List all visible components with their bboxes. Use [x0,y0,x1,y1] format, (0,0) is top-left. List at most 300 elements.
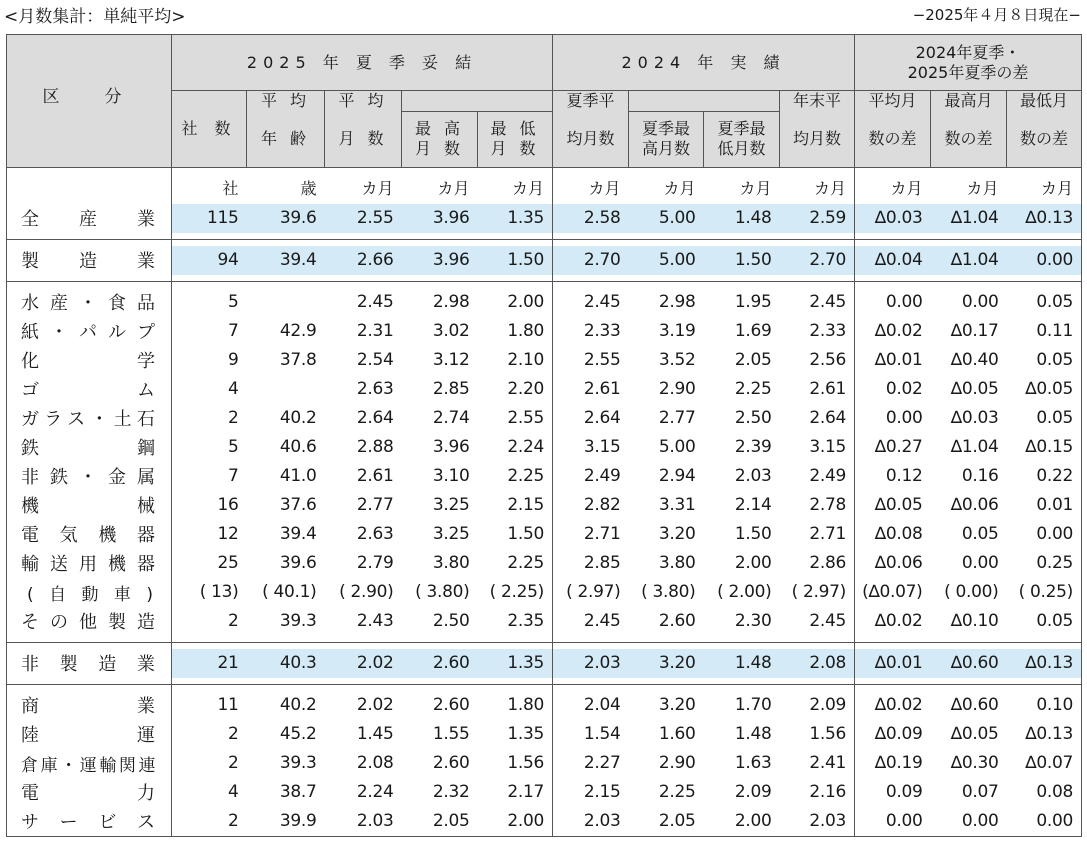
data-cell: 2.45 [583,292,621,312]
cell-companies: 2 [172,807,247,837]
data-cell: 2.03 [553,807,629,837]
data-cell: 1.80 [478,691,553,720]
data-cell: 1.50 [734,524,772,544]
row-label: 機 械 [7,491,172,520]
data-cell: ∆0.01 [874,350,923,370]
data-cell: 2.49 [583,466,621,486]
data-cell: 0.00 [855,807,931,837]
data-cell: 0.11 [1007,317,1082,346]
data-cell: 2.16 [780,778,855,807]
data-cell: 2.60 [432,753,470,773]
data-cell: 2.03 [553,649,629,678]
data-cell: 3.96 [432,437,470,457]
data-cell: 2.05 [734,350,772,370]
data-cell: 3.96 [402,246,478,275]
data-cell: 1.95 [734,292,772,312]
row-label: 化 学 [7,346,172,375]
data-table [6,34,1082,837]
header-diff-min-1: 最低月 [1007,91,1082,112]
data-cell: 2.50 [734,408,772,428]
unit-cell: カ月 [629,167,704,204]
header-max-1: 最 高 [414,119,465,138]
data-cell: 2.58 [553,204,629,233]
row-label: 非鉄・金属 [7,462,172,491]
row-label: 輸送用機器 [7,549,172,578]
header-y24-summer-avg-2: 均月数 [553,111,629,167]
data-cell: 2.00 [478,288,553,317]
data-cell: 2.00 [704,807,780,837]
header-y24-summer-avg-1: 夏季平 [553,91,629,112]
data-cell: 3.15 [780,433,855,462]
data-cell: ∆0.07 [1007,749,1082,778]
data-cell: 2.98 [658,292,696,312]
row-label: 電 力 [7,778,172,807]
row-label: その他製造 [7,607,172,636]
data-cell: ( 40.1) [262,582,317,602]
data-cell: 3.25 [432,524,470,544]
data-cell: 2.77 [658,408,696,428]
data-cell: 3.80 [432,553,470,573]
data-cell: 2.55 [583,350,621,370]
data-cell: 39.9 [247,807,325,837]
data-cell: 2.50 [432,611,470,631]
data-cell: 3.15 [583,437,621,457]
data-cell: ( 2.90) [339,582,394,602]
data-cell: ∆0.05 [1007,375,1082,404]
data-cell: 2.33 [583,321,621,341]
data-cell: 40.2 [279,695,317,715]
header-y24-winter-avg-1: 年末平 [780,91,855,112]
row-label: ゴ ム [7,375,172,404]
cell-companies: 25 [217,553,239,573]
data-cell: 2.41 [780,749,855,778]
data-cell: 2.86 [780,549,855,578]
data-cell: ∆0.40 [950,350,999,370]
data-cell: 1.54 [583,724,621,744]
data-cell: 2.88 [356,437,394,457]
data-cell: 39.3 [279,611,317,631]
data-cell: ∆0.19 [874,753,923,773]
data-cell: ( 2.97) [566,582,621,602]
data-cell: 2.85 [583,553,621,573]
unit-cell: カ月 [1007,167,1082,204]
data-cell: ∆0.30 [950,753,999,773]
row-mfg-detail [7,549,1082,578]
row-mfg-detail [7,578,1082,607]
data-cell: 0.00 [1007,520,1082,549]
header-diff-line1: 2024年夏季・ [915,42,1021,62]
data-cell: 2.27 [583,753,621,773]
data-cell: 1.48 [704,204,780,233]
data-cell: 40.3 [247,649,325,678]
data-cell: 2.66 [325,246,402,275]
data-cell: ∆0.60 [931,649,1007,678]
cell-companies: 12 [217,524,239,544]
header-y24-summer-max-1: 夏季最 [641,119,690,138]
header-spacer-2024 [629,91,780,112]
cell-companies: 2 [227,408,239,428]
data-cell: 3.10 [432,466,470,486]
data-cell: ∆0.01 [855,649,931,678]
header-min [478,111,553,167]
data-cell: ( 2.25) [478,578,553,607]
row-mfg-detail [7,346,1082,375]
cell-companies: 2 [227,724,239,744]
unit-cell: カ月 [402,167,478,204]
data-cell: 2.24 [478,433,553,462]
data-cell: 3.80 [658,553,696,573]
data-cell: 1.35 [478,204,553,233]
unit-cell: カ月 [931,167,1007,204]
header-max-2: 月 数 [414,139,465,158]
header-avg-months-2: 月 数 [325,111,402,167]
data-cell: 1.55 [432,724,470,744]
data-cell: 1.56 [780,720,855,749]
data-cell: 2.30 [734,611,772,631]
header-diff-max-2: 数の差 [931,111,1007,167]
header-diff-max-1: 最高月 [931,91,1007,112]
row-nonmfg-detail [7,778,1082,807]
data-cell: 0.05 [1007,346,1082,375]
cell-companies: 21 [172,649,247,678]
table-header [7,35,1082,168]
data-cell: 2.05 [402,807,478,837]
data-cell: 1.80 [478,317,553,346]
row-label: 陸 運 [7,720,172,749]
data-cell: ( 2.97) [780,578,855,607]
header-diff-avg-1: 平均月 [855,91,931,112]
data-cell: 2.64 [356,408,394,428]
data-cell: ∆1.04 [950,437,999,457]
header-y24-winter-avg-2: 均月数 [780,111,855,167]
data-cell: 39.3 [279,753,317,773]
cell-companies: 11 [217,695,239,715]
data-cell: 2.94 [658,466,696,486]
header-avg-age-2: 年 齢 [247,111,325,167]
unit-cell: カ月 [325,167,402,204]
data-cell: 2.55 [325,204,402,233]
data-cell: 0.00 [1007,246,1082,275]
row-label: ガラス・土石 [7,404,172,433]
data-cell: 2.25 [478,549,553,578]
data-cell: 37.8 [279,350,317,370]
data-cell: 2.35 [478,607,553,636]
data-cell: 2.32 [432,782,470,802]
cell-companies: 7 [227,321,239,341]
data-cell: 1.50 [478,520,553,549]
data-cell: 2.14 [734,495,772,515]
data-cell: ∆0.03 [855,204,931,233]
header-avg-months-1: 平 均 [325,91,402,112]
header-diff-min-2: 数の差 [1007,111,1082,167]
header-category: 区 分 [7,35,172,168]
data-cell: 2.74 [432,408,470,428]
data-cell: ∆0.03 [950,408,999,428]
cell-companies: 7 [227,466,239,486]
data-cell: 0.00 [931,807,1007,837]
data-cell: 39.4 [247,246,325,275]
data-cell: ∆0.17 [950,321,999,341]
data-cell: 2.17 [478,778,553,807]
row-all-industries [7,204,1082,233]
row-label: (自動車) [7,578,172,607]
unit-cell: カ月 [780,167,855,204]
header-min-2: 月 数 [490,139,540,158]
data-cell: 1.50 [478,246,553,275]
data-cell: 2.64 [583,408,621,428]
header-companies: 社 数 [172,91,247,168]
data-cell: 0.02 [885,379,923,399]
data-cell: (∆0.07) [862,582,923,602]
header-diff-avg-2: 数の差 [855,111,931,167]
row-label: 倉庫・運輸関連 [7,749,172,778]
data-cell: 2.77 [356,495,394,515]
header-y24-summer-max-2: 高月数 [641,139,690,158]
data-cell: 37.6 [279,495,317,515]
unit-cell: 社 [172,167,247,204]
data-cell: ∆0.15 [1007,433,1082,462]
data-cell: 5.00 [629,204,704,233]
data-cell: 2.98 [432,292,470,312]
cell-companies: 9 [227,350,239,370]
data-cell: 2.31 [356,321,394,341]
header-min-1: 最 低 [490,119,540,138]
data-cell: 2.15 [478,491,553,520]
data-cell: 2.78 [780,491,855,520]
data-cell: 0.09 [885,782,923,802]
data-cell: 2.70 [553,246,629,275]
data-cell: 0.25 [1007,549,1082,578]
header-y24-summer-min [704,111,780,167]
data-cell: 3.02 [432,321,470,341]
data-cell: 2.56 [780,346,855,375]
data-cell: 2.00 [734,553,772,573]
cell-companies: 94 [172,246,247,275]
data-cell: 2.54 [356,350,394,370]
data-cell: 2.90 [658,753,696,773]
row-label: 紙・パルプ [7,317,172,346]
header-y24-summer-min-2: 低月数 [717,139,766,158]
data-cell: ∆1.04 [931,246,1007,275]
data-cell: 2.59 [780,204,855,233]
data-cell: 1.69 [734,321,772,341]
data-cell: 38.7 [279,782,317,802]
data-cell: ∆1.04 [931,204,1007,233]
cell-companies: 4 [227,782,239,802]
row-label: 電気機器 [7,520,172,549]
cell-companies: 2 [227,611,239,631]
row-mfg-detail [7,404,1082,433]
header-max [402,111,478,167]
data-cell: 39.4 [279,524,317,544]
data-cell: 2.03 [780,807,855,837]
data-cell: ∆0.02 [874,321,923,341]
data-cell: 5.00 [658,437,696,457]
data-cell: ∆0.60 [950,695,999,715]
row-label: 製 造 業 [7,246,172,275]
data-cell: 2.45 [583,611,621,631]
data-cell: 1.60 [658,724,696,744]
data-cell: 39.6 [279,553,317,573]
data-cell: 2.60 [658,611,696,631]
data-cell: 2.25 [734,379,772,399]
data-cell: ∆0.13 [1007,649,1082,678]
unit-cell: カ月 [553,167,629,204]
data-cell: ∆0.04 [855,246,931,275]
data-cell: 1.70 [734,695,772,715]
data-cell: 3.96 [402,204,478,233]
data-cell: 3.52 [658,350,696,370]
data-cell: 0.08 [1007,778,1082,807]
row-mfg-detail [7,375,1082,404]
data-cell: 0.00 [885,408,923,428]
row-nonmfg-detail [7,807,1082,837]
row-label: 全 産 業 [7,204,172,233]
data-cell: 2.60 [402,649,478,678]
row-nonmfg-detail [7,749,1082,778]
row-mfg-detail [7,607,1082,636]
data-cell: 41.0 [279,466,317,486]
data-cell: 2.43 [356,611,394,631]
header-spacer [402,91,553,112]
data-cell: 2.04 [583,695,621,715]
row-mfg-detail [7,433,1082,462]
data-cell: ( 0.25) [1007,578,1082,607]
header-group-2025: 2025 年 夏 季 妥 結 [172,35,553,91]
data-cell: ∆0.13 [1007,204,1082,233]
data-cell: ∆0.08 [874,524,923,544]
data-cell: ∆0.05 [950,724,999,744]
data-cell: ∆0.02 [874,611,923,631]
data-cell: 3.20 [629,649,704,678]
data-cell: 0.00 [961,292,999,312]
data-cell: 2.02 [356,695,394,715]
data-cell: 2.45 [780,607,855,636]
unit-cell: カ月 [478,167,553,204]
data-cell: 0.01 [1007,491,1082,520]
data-cell: 0.05 [961,524,999,544]
data-cell: 2.02 [325,649,402,678]
data-cell: 3.19 [658,321,696,341]
data-cell: 3.25 [432,495,470,515]
unit-label-cell [7,167,172,204]
data-cell: 2.45 [780,288,855,317]
data-cell: 0.00 [961,553,999,573]
data-cell: 2.05 [629,807,704,837]
row-mfg-detail [7,491,1082,520]
data-cell: ∆0.10 [950,611,999,631]
data-cell: 2.71 [780,520,855,549]
data-cell: 2.64 [780,404,855,433]
data-cell: 3.20 [658,524,696,544]
data-cell: 1.48 [734,724,772,744]
data-cell: 2.60 [432,695,470,715]
data-cell: 2.08 [356,753,394,773]
data-cell: 2.08 [780,649,855,678]
row-label: サービス [7,807,172,837]
data-cell: 2.61 [583,379,621,399]
row-nonmfg-detail [7,691,1082,720]
data-cell: 0.05 [1007,404,1082,433]
data-cell: 3.31 [658,495,696,515]
cell-companies: 115 [172,204,247,233]
data-cell: 2.03 [734,466,772,486]
data-cell: 2.63 [356,524,394,544]
cell-companies: 5 [227,292,239,312]
unit-cell: カ月 [704,167,780,204]
header-y24-summer-min-1: 夏季最 [717,119,766,138]
data-cell [247,375,325,404]
data-cell: 0.12 [885,466,923,486]
data-cell: 1.56 [478,749,553,778]
data-cell: ∆0.06 [950,495,999,515]
row-label: 水産・食品 [7,288,172,317]
data-cell: 3.20 [658,695,696,715]
data-cell: 40.6 [279,437,317,457]
unit-cell: 歳 [247,167,325,204]
row-non-manufacturing [7,649,1082,678]
data-cell: 2.61 [356,466,394,486]
data-cell: 2.45 [356,292,394,312]
data-cell: ∆0.02 [874,695,923,715]
data-cell: 0.16 [961,466,999,486]
data-cell: 2.09 [734,782,772,802]
data-cell: 2.00 [478,807,553,837]
data-cell: 3.12 [432,350,470,370]
cell-companies: 5 [227,437,239,457]
data-cell: ∆0.13 [1007,720,1082,749]
data-cell [247,288,325,317]
data-cell: ∆0.05 [950,379,999,399]
data-cell: 2.10 [478,346,553,375]
header-group-diff [855,35,1082,91]
table-body [7,167,1082,836]
data-cell: 1.48 [704,649,780,678]
data-cell: 0.00 [1007,807,1082,837]
data-cell: 0.07 [961,782,999,802]
data-cell: ∆0.09 [874,724,923,744]
header-group-2024: 2024 年 実 績 [553,35,855,91]
row-mfg-detail [7,288,1082,317]
data-cell: 2.85 [432,379,470,399]
data-cell: 39.6 [247,204,325,233]
data-cell: ∆0.06 [874,553,923,573]
data-cell: 2.09 [780,691,855,720]
data-cell: ( 2.00) [717,582,772,602]
data-cell: 0.10 [1007,691,1082,720]
data-cell: 1.35 [478,720,553,749]
data-cell: 0.22 [1007,462,1082,491]
data-cell: 0.00 [885,292,923,312]
cell-companies: 4 [227,379,239,399]
data-cell: 40.2 [279,408,317,428]
row-label: 非 製 造 業 [7,649,172,678]
row-mfg-detail [7,317,1082,346]
header-avg-age-1: 平 均 [247,91,325,112]
header-y24-summer-max [629,111,704,167]
data-cell: 2.25 [658,782,696,802]
row-mfg-detail [7,462,1082,491]
data-cell: ∆0.27 [874,437,923,457]
data-cell: 2.39 [734,437,772,457]
row-label: 鉄 鋼 [7,433,172,462]
row-label: 商 業 [7,691,172,720]
data-cell: 2.25 [478,462,553,491]
data-cell: 2.24 [356,782,394,802]
data-cell: 1.35 [478,649,553,678]
data-cell: ( 0.00) [944,582,999,602]
data-cell: 45.2 [279,724,317,744]
